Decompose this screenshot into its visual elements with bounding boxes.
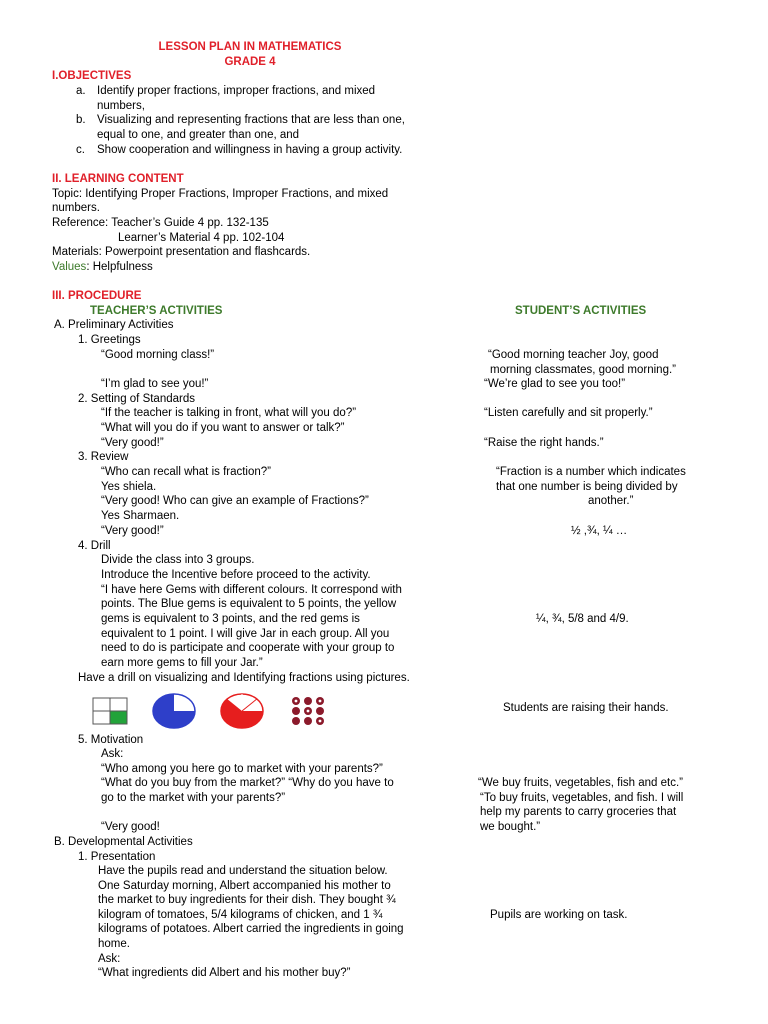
teacher-line: Yes shiela. [101, 481, 157, 493]
maroon-dots-four-ninths-icon [288, 694, 328, 728]
student-line: morning classmates, good morning.” [490, 364, 676, 376]
section-b-heading: B. Developmental Activities [54, 836, 193, 848]
student-line: “Good morning teacher Joy, good [488, 349, 659, 361]
grid-quarter-green-icon [92, 697, 128, 725]
objective-c-line-1: Show cooperation and willingness in having a group activity. [97, 144, 403, 156]
student-line: “Raise the right hands.” [484, 437, 604, 449]
teacher-line: “Very good!” [101, 525, 164, 537]
teacher-line: “I’m glad to see you!” [101, 378, 209, 390]
values-label: Values [52, 261, 87, 273]
student-line: “Listen carefully and sit properly.” [484, 407, 653, 419]
student-line: “We’re glad to see you too!” [484, 378, 626, 390]
blue-pie-three-quarters-icon [152, 693, 196, 729]
teacher-line: “Good morning class!” [101, 349, 215, 361]
teacher-line: “Very good!” [101, 437, 164, 449]
teacher-line: “Who among you here go to market with your parents?” [101, 763, 383, 775]
teacher-line: “What ingredients did Albert and his mother buy?” [98, 967, 351, 979]
teacher-line: the market to buy ingredients for their dish. They bought ¾ [98, 894, 396, 906]
objectives-heading: I.OBJECTIVES [52, 70, 132, 82]
student-line: we bought.” [480, 821, 541, 833]
topic-line-2: numbers. [52, 202, 100, 214]
teacher-line: “If the teacher is talking in front, what will you do?” [101, 407, 357, 419]
student-line: that one number is being divided by [496, 481, 678, 493]
objective-b-line-2: equal to one, and greater than one, and [97, 129, 300, 141]
teacher-line: gems is equivalent to 3 points, and the red gems is [101, 613, 360, 625]
objective-b-line-1: Visualizing and representing fractions that are less than one, [97, 114, 405, 126]
teacher-line: 5. Motivation [78, 734, 144, 746]
teacher-line: “Very good! [101, 821, 160, 833]
teacher-line: 2. Setting of Standards [78, 393, 195, 405]
objective-a-line-1: Identify proper fractions, improper fractions, and mixed [97, 85, 376, 97]
teacher-line: 1. Presentation [78, 851, 156, 863]
teacher-line: Have the pupils read and understand the situation below. [98, 865, 388, 877]
page-title: LESSON PLAN IN MATHEMATICS [158, 41, 342, 53]
learning-content-heading: II. LEARNING CONTENT [52, 173, 184, 185]
teacher-activities-heading: TEACHER’S ACTIVITIES [90, 305, 223, 317]
student-line: “To buy fruits, vegetables, and fish. I will [480, 792, 684, 804]
values-text: : Helpfulness [86, 261, 153, 273]
teacher-line: go to the market with your parents?” [101, 792, 286, 804]
teacher-line: Introduce the Incentive before proceed to the activity. [101, 569, 371, 581]
teacher-line: kilograms of potatoes. Albert carried the ingredients in going [98, 923, 404, 935]
teacher-line: “Very good! Who can give an example of Fractions?” [101, 495, 369, 507]
objective-a-line-2: numbers, [97, 100, 145, 112]
teacher-line: One Saturday morning, Albert accompanied his mother to [98, 880, 391, 892]
student-line: Students are raising their hands. [503, 702, 669, 714]
reference-line-1: Reference: Teacher’s Guide 4 pp. 132-135 [52, 217, 269, 229]
reference-line-2: Learner’s Material 4 pp. 102-104 [118, 232, 285, 244]
values-line [52, 260, 153, 274]
teacher-line: 3. Review [78, 451, 129, 463]
objective-marker-c: c. [76, 144, 85, 156]
teacher-line: “What will you do if you want to answer or talk?” [101, 422, 345, 434]
section-a-heading: A. Preliminary Activities [54, 319, 174, 331]
student-line: Pupils are working on task. [490, 909, 628, 921]
procedure-heading: III. PROCEDURE [52, 290, 142, 302]
red-pie-five-eighths-icon [220, 693, 264, 729]
fraction-pictures [92, 694, 328, 728]
student-activities-heading: STUDENT’S ACTIVITIES [515, 305, 647, 317]
student-line: ½ ,¾, ¼ … [571, 525, 628, 537]
student-line: “Fraction is a number which indicates [496, 466, 686, 478]
teacher-line: Ask: [101, 748, 124, 760]
teacher-line: Yes Sharmaen. [101, 510, 180, 522]
teacher-line: Divide the class into 3 groups. [101, 554, 255, 566]
teacher-line: earn more gems to fill your Jar.” [101, 657, 263, 669]
objective-marker-a: a. [76, 85, 86, 97]
teacher-line: kilogram of tomatoes, 5/4 kilograms of chicken, and 1 ¾ [98, 909, 383, 921]
teacher-line: “I have here Gems with different colours. It correspond with [101, 584, 402, 596]
teacher-line: 1. Greetings [78, 334, 141, 346]
teacher-line: equivalent to 1 point. I will give Jar in each group. All you [101, 628, 390, 640]
teacher-line: “Who can recall what is fraction?” [101, 466, 272, 478]
student-line: another.” [588, 495, 634, 507]
teacher-line: points. The Blue gems is equivalent to 5 points, the yellow [101, 598, 397, 610]
teacher-line: Ask: [98, 953, 121, 965]
teacher-line: home. [98, 938, 130, 950]
materials-line: Materials: Powerpoint presentation and flashcards. [52, 246, 311, 258]
teacher-line: need to do is participate and cooperate with your group to [101, 642, 395, 654]
grade-label: GRADE 4 [224, 56, 276, 68]
student-line: ¼, ¾, 5/8 and 4/9. [536, 613, 629, 625]
teacher-line: “What do you buy from the market?” “Why do you have to [101, 777, 394, 789]
student-line: help my parents to carry groceries that [480, 806, 677, 818]
objective-marker-b: b. [76, 114, 86, 126]
teacher-line: 4. Drill [78, 540, 111, 552]
teacher-line: Have a drill on visualizing and Identifying fractions using pictures. [78, 672, 410, 684]
topic-line-1: Topic: Identifying Proper Fractions, Improper Fractions, and mixed [52, 188, 389, 200]
student-line: “We buy fruits, vegetables, fish and etc.” [478, 777, 683, 789]
